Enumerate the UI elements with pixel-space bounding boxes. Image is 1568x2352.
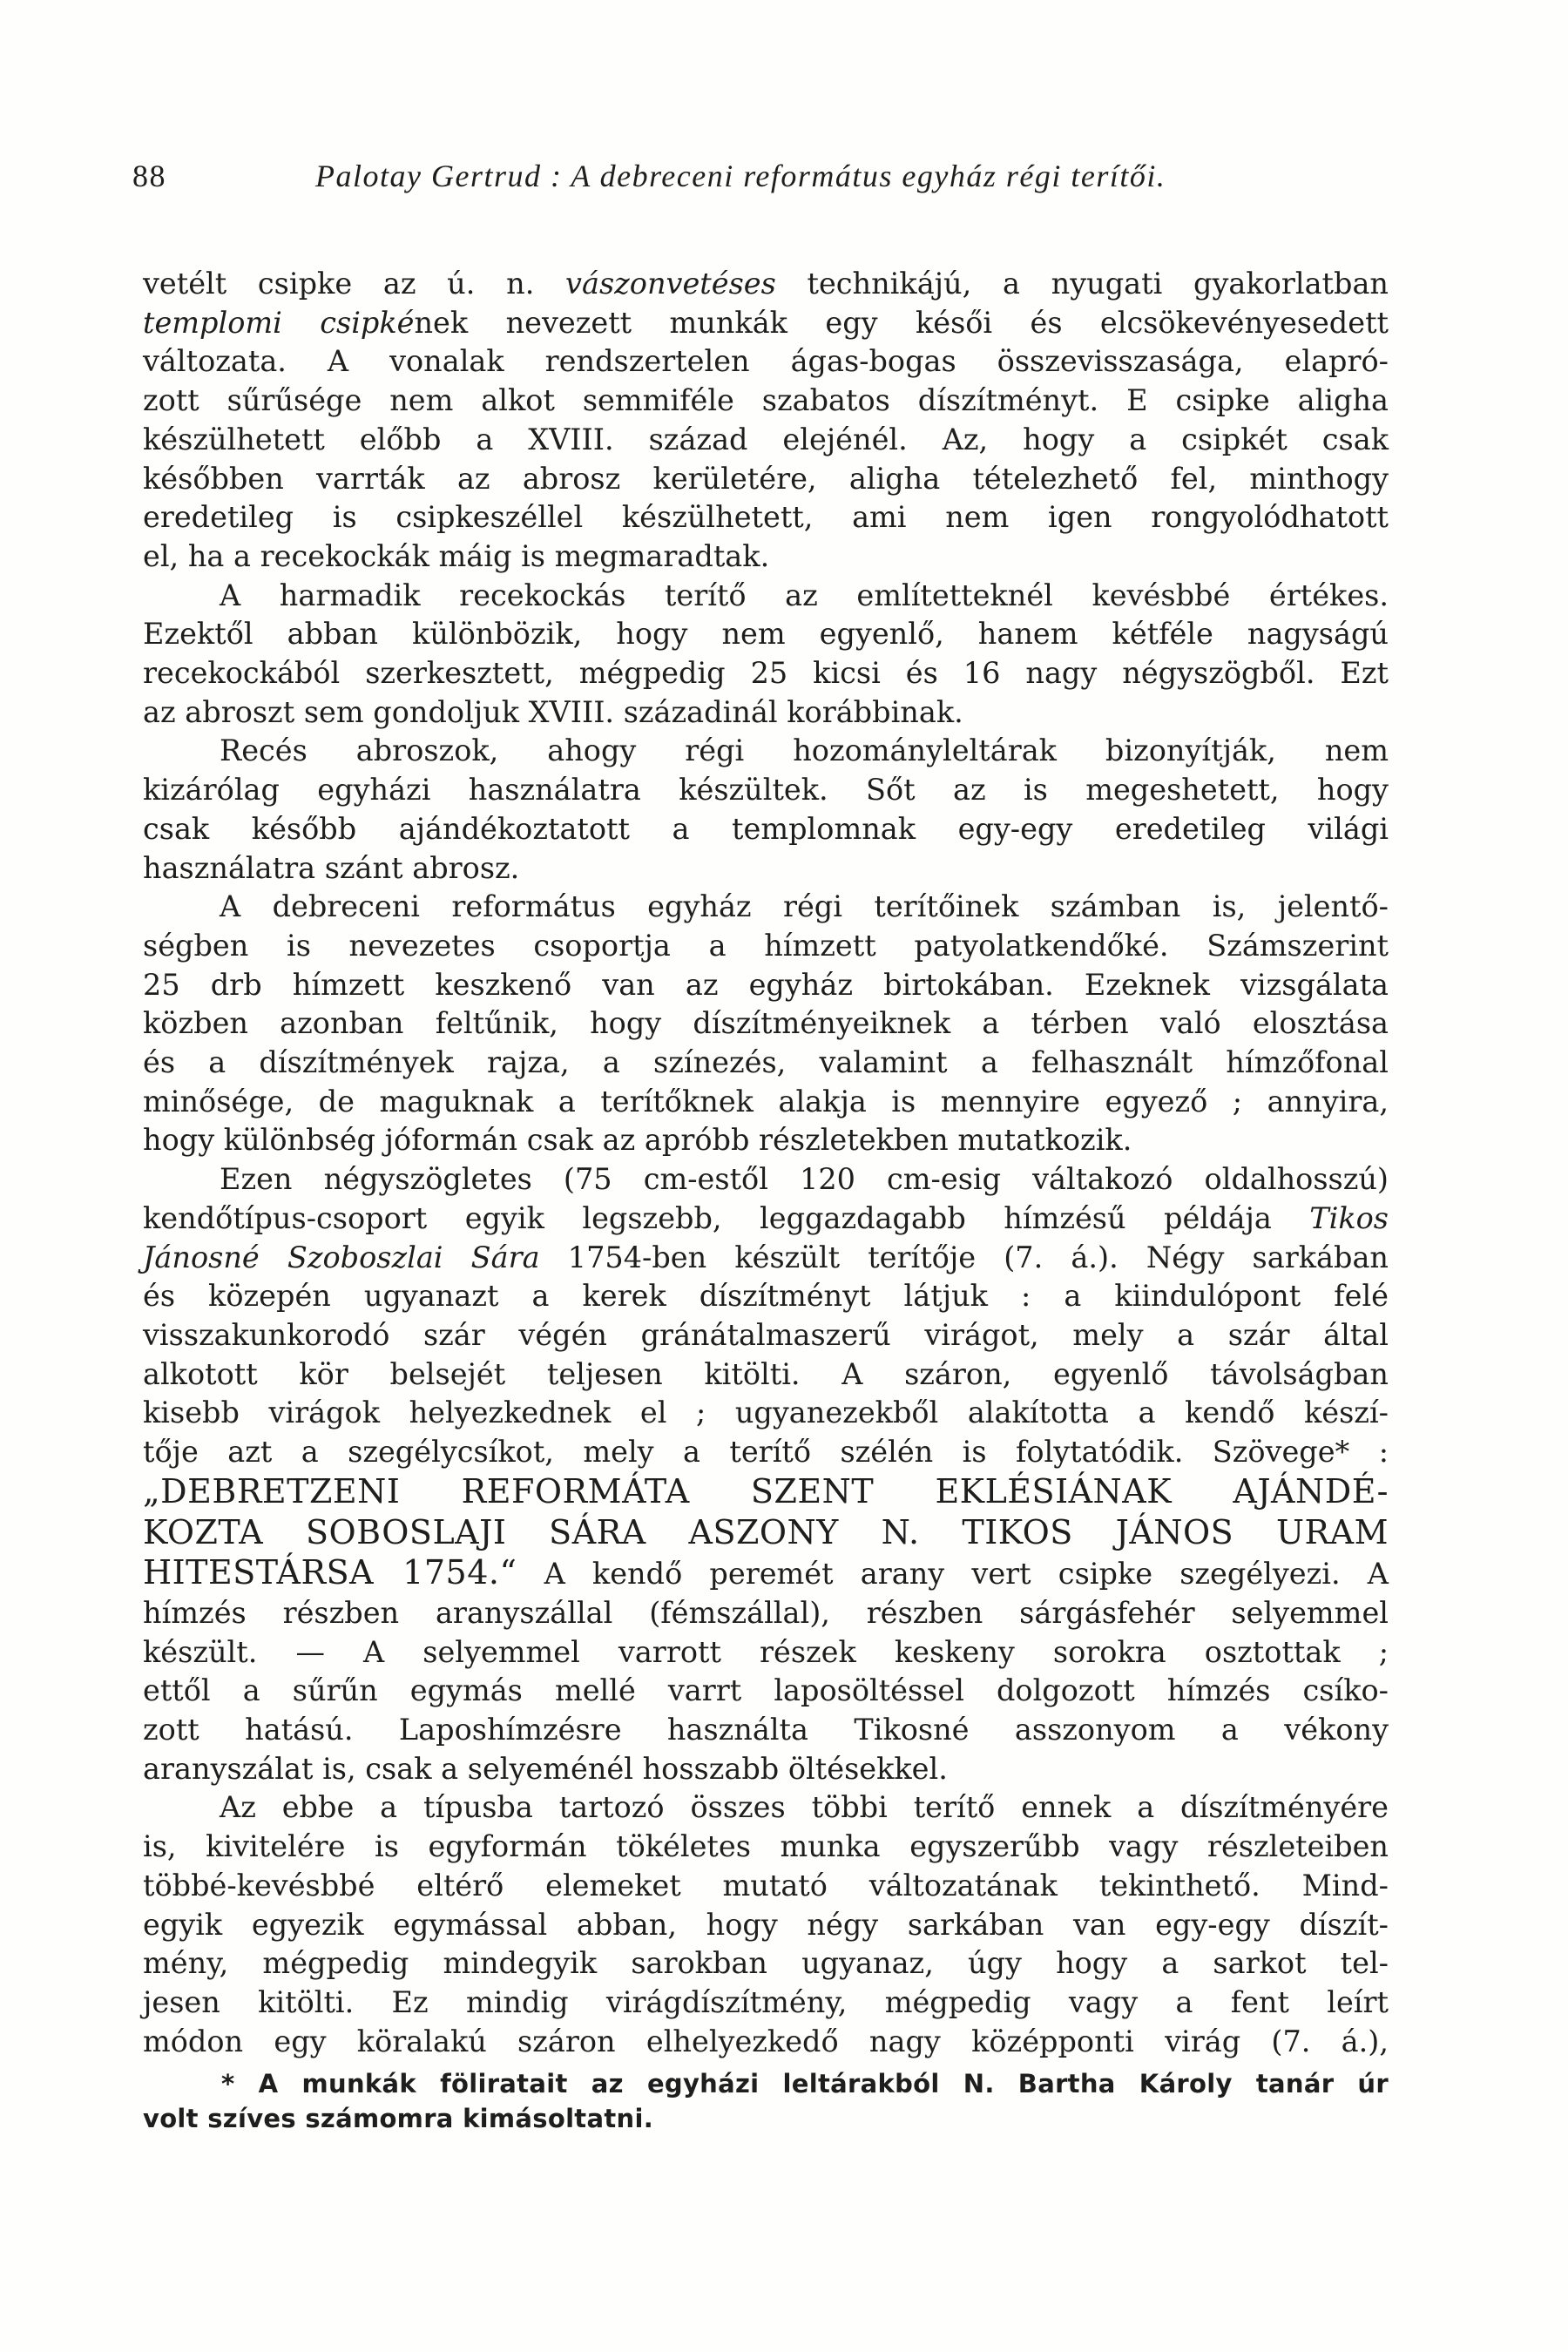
text-line [143,1750,1389,1789]
text-line [143,1594,1389,1633]
text-line [143,1867,1389,1906]
text-run: 1754-ben készült terítője (7. á.). Négy sarkában [539,1240,1389,1274]
text-run: A harmadik recekockás terítő az említetteknél kevésbbé értékes. [220,578,1389,612]
text-line [143,888,1389,927]
text-run: változata. A vonalak rendszertelen ágas-bogas összevisszasága, elapró- [143,344,1389,379]
text-line [143,537,1389,577]
text-line [143,732,1389,771]
text-run: többé-kevésbbé eltérő elemeket mutató változatának tekinthető. Mind- [143,1868,1389,1903]
text-run: A kendő peremét arany vert csipke szegélyezi. A [517,1557,1389,1592]
text-run: vetélt csipke az ú. n. [143,267,566,301]
text-line [143,577,1389,616]
text-run: aranyszálat is, csak a selyeménél hosszabb öltésekkel. [143,1751,948,1786]
text-line [143,342,1389,382]
inscription-run: „DEBRETZENI REFORMÁTA SZENT EKLÉSIÁNAK AJÁNDÉ- [143,1471,1389,1511]
text-line [143,849,1389,889]
text-run: és a díszítmények rajza, a színezés, valamint a felhasznált hímzőfonal [143,1045,1389,1080]
text-line [143,1200,1389,1239]
text-line [143,1553,1389,1594]
italic-run: vászonvetéses [565,267,776,301]
text-run: csak később ajándékoztatott a templomnak egy-egy eredetileg világi [143,811,1389,846]
text-run: használatra szánt abrosz. [143,850,520,885]
text-run: hímzés részben aranyszállal (fémszállal), részben sárgásfehér selyemmel [143,1595,1389,1630]
text-run: Ezen négyszögletes (75 cm-estől 120 cm-esig váltakozó oldalhosszú) [220,1162,1389,1197]
text-run: kizárólag egyházi használatra készültek. Sőt az is megeshetett, hogy [143,773,1389,808]
text-run: technikájú, a nyugati gyakorlatban [775,267,1389,301]
text-line [143,1944,1389,1984]
text-run: és közepén ugyanazt a kerek díszítményt látjuk : a kiindulópont felé [143,1279,1389,1314]
text-line [143,304,1389,343]
text-line [143,927,1389,966]
text-run: recekockából szerkesztett, mégpedig 25 kicsi és 16 nagy négyszögből. Ezt [143,656,1389,691]
page-number: 88 [132,159,166,193]
text-run: kendőtípus-csoport egyik legszebb, leggazdagabb hímzésű példája [143,1200,1310,1235]
text-line [143,1083,1389,1122]
text-run: későbben varrták az abrosz kerületére, aligha tételezhető fel, minthogy [143,461,1389,496]
text-line [143,1906,1389,1945]
text-line [143,1984,1389,2023]
text-run: készült. — A selyemmel varrott részek keskeny sorokra osztottak ; [143,1634,1389,1669]
text-run: eredetileg is csipkeszéllel készülhetett, ami nem igen rongyolódhatott [143,500,1389,535]
text-line [143,1394,1389,1433]
text-run: nek nevezett munkák egy késői és elcsökevényesedett [414,305,1389,340]
italic-run: Jánosné Szoboszlai Sára [143,1240,540,1274]
text-line [143,1004,1389,1044]
text-line [143,1160,1389,1200]
text-run: Recés abroszok, ahogy régi hozományleltárak bizonyítják, nem [220,733,1389,768]
text-line [143,1711,1389,1750]
text-line [143,1239,1389,1278]
text-run: mény, mégpedig mindegyik sarokban ugyanaz, úgy hogy a sarkot tel- [143,1946,1389,1981]
text-line [143,265,1389,304]
text-line [143,810,1389,849]
text-run: zott sűrűsége nem alkot semmiféle szabatos díszítményt. E csipke aligha [143,383,1389,418]
text-line [143,1277,1389,1316]
text-line [143,966,1389,1005]
text-run: az abroszt sem gondoljuk XVIII. századinál korábbinak. [143,694,963,729]
text-run: hogy különbség jóformán csak az apróbb részletekben mutatkozik. [143,1123,1132,1158]
footnote-line: * A munkák föliratait az egyházi leltárakból N. Bartha Károly tanár úr [221,2069,1389,2099]
text-run: Az ebbe a típusba tartozó összes többi terítő ennek a díszítményére [220,1790,1389,1825]
text-line [143,421,1389,460]
text-line [143,498,1389,537]
text-line [143,1633,1389,1673]
text-run: ettől a sűrűn egymás mellé varrt laposöltéssel dolgozott hímzés csíko- [143,1673,1389,1708]
text-line [143,1513,1389,1554]
text-run: Ezektől abban különbözik, hogy nem egyenlő, hanem kétféle nagyságú [143,617,1389,652]
main-text [143,265,1389,2061]
text-line [143,654,1389,693]
text-run: 25 drb hímzett keszkenő van az egyház birtokában. Ezeknek vizsgálata [143,967,1389,1002]
text-line [143,2023,1389,2062]
text-line [143,460,1389,499]
text-line [143,1672,1389,1711]
text-line [143,615,1389,654]
text-run: visszakunkorodó szár végén gránátalmaszerű virágot, mely a szár által [143,1317,1389,1352]
text-run: jesen kitölti. Ez mindig virágdíszítmény, mégpedig vagy a fent leírt [143,1984,1389,2019]
running-header [132,150,1265,202]
italic-run: Tikos [1309,1200,1389,1235]
text-line [143,771,1389,810]
text-line [143,693,1389,733]
text-run: készülhetett előbb a XVIII. század elejénél. Az, hogy a csipkét csak [143,422,1389,456]
footnote-line: volt szíves számomra kimásoltatni. [143,2104,654,2133]
text-line [143,1044,1389,1083]
text-run: minősége, de maguknak a terítőknek alakja is mennyire egyező ; annyira, [143,1084,1389,1119]
text-run: egyik egyezik egymással abban, hogy négy sarkában van egy-egy díszít- [143,1907,1389,1942]
text-line [143,1788,1389,1828]
text-run: is, kivitelére is egyformán tökéletes munka egyszerűbb vagy részleteiben [143,1829,1389,1864]
inscription-run: KOZTA SOBOSLAJI SÁRA ASZONY N. TIKOS JÁNOS URAM [143,1512,1389,1551]
text-run: módon egy köralakú száron elhelyezkedő nagy középponti virág (7. á.), [143,2024,1389,2058]
text-run: közben azonban feltűnik, hogy díszítményeiknek a térben való elosztása [143,1006,1389,1041]
text-line [143,1121,1389,1160]
footnote [143,2066,1389,2136]
text-line [143,1472,1389,1513]
text-line [143,1316,1389,1355]
text-run: tője azt a szegélycsíkot, mely a terítő szélén is folytatódik. Szövege* : [143,1435,1389,1470]
text-run: zott hatású. Laposhímzésre használta Tikosné asszonyom a vékony [143,1713,1389,1747]
text-line [143,1828,1389,1867]
text-run: A debreceni református egyház régi terítőinek számban is, jelentő- [220,889,1389,924]
text-run: kisebb virágok helyezkednek el ; ugyanezekből alakította a kendő készí- [143,1396,1389,1430]
text-run: el, ha a recekockák máig is megmaradtak. [143,538,770,573]
text-line [143,382,1389,421]
running-title: Palotay Gertrud : A debreceni református egyház régi terítői. [315,159,1166,193]
italic-run: templomi csipké [143,305,415,340]
inscription-run: HITESTÁRSA 1754.“ [143,1553,517,1592]
text-line [143,1355,1389,1395]
text-run: ségben is nevezetes csoportja a hímzett patyolatkendőké. Számszerint [143,928,1389,963]
text-line [143,1433,1389,1472]
text-run: alkotott kör belsejét teljesen kitölti. A száron, egyenlő távolságban [143,1356,1389,1391]
